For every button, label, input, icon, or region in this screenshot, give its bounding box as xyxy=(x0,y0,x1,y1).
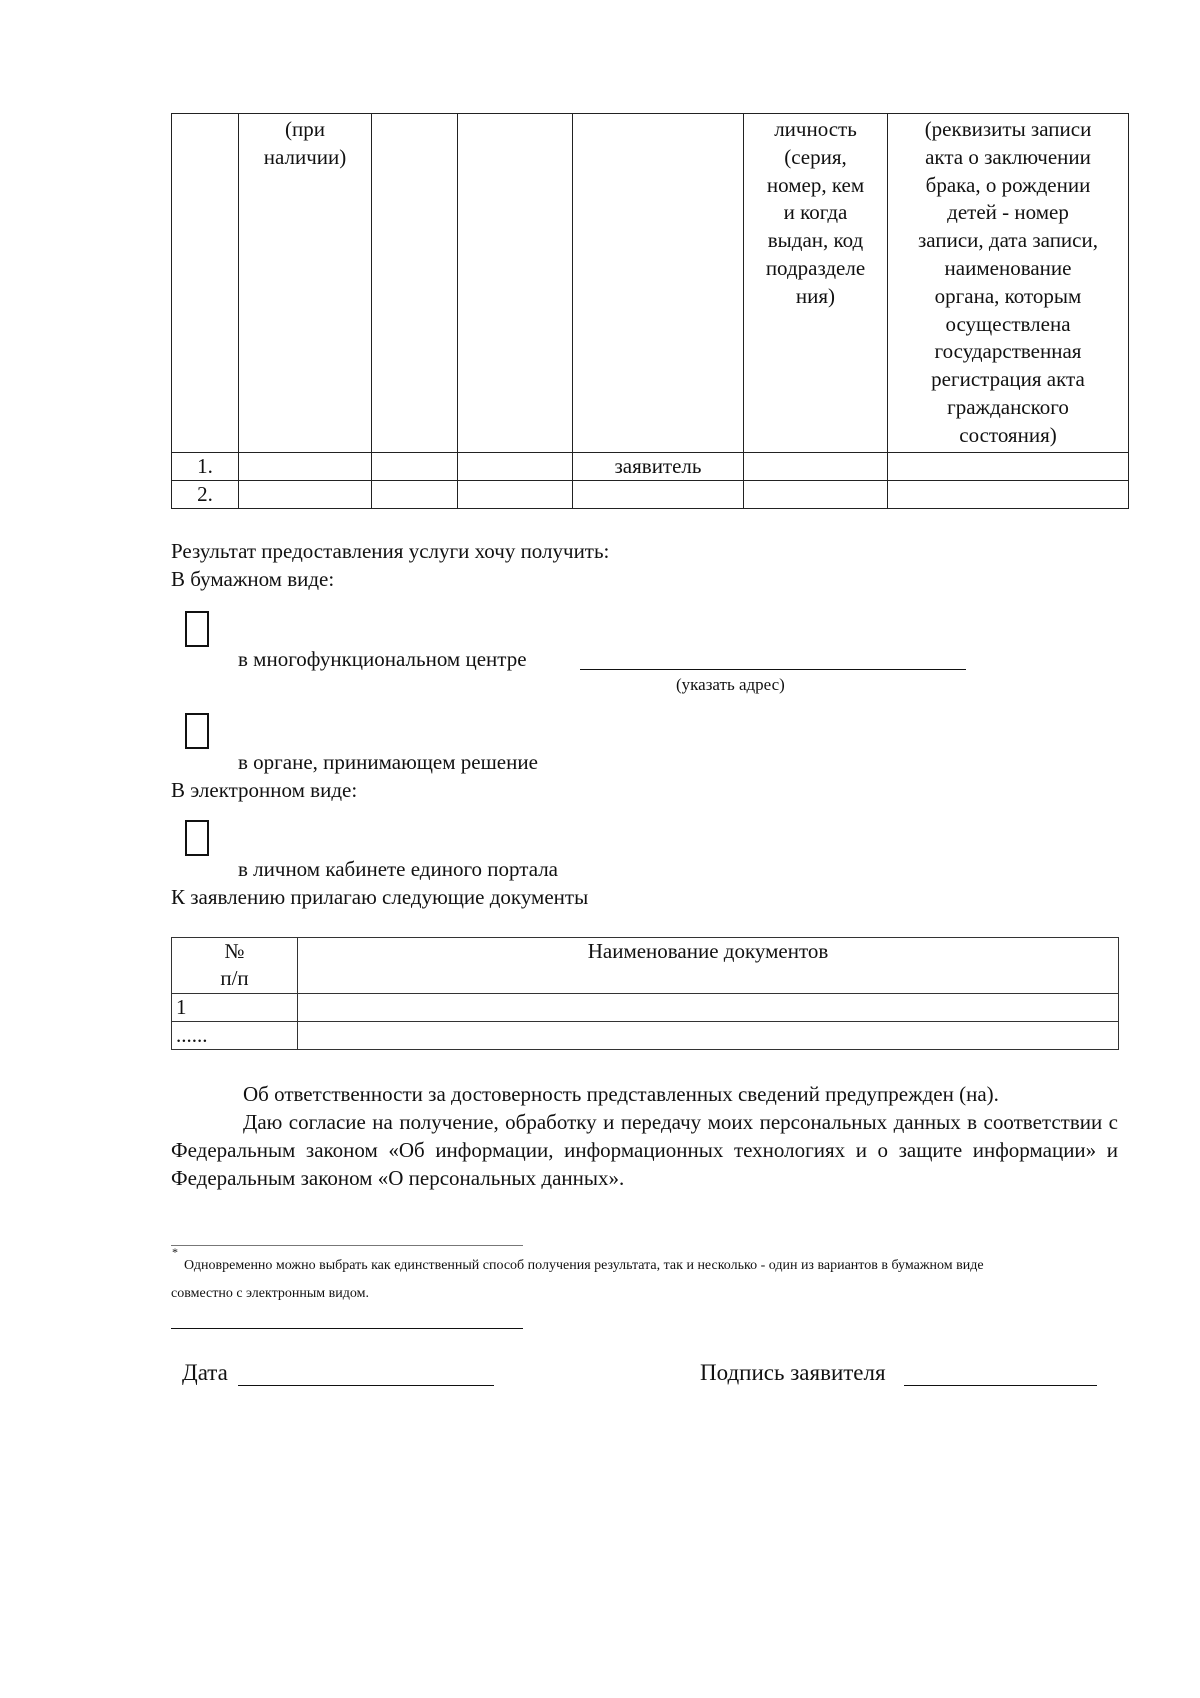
table-cell[interactable] xyxy=(888,481,1129,509)
docs-header-name: Наименование документов xyxy=(298,938,1119,994)
table-row xyxy=(172,994,1119,1022)
option-portal-label: в личном кабинете единого портала xyxy=(238,857,559,881)
row-number: 2. xyxy=(172,481,239,509)
result-heading: Результат предоставления услуги хочу получить: xyxy=(171,539,610,563)
table-header-row xyxy=(172,114,1129,453)
responsibility-statement: Об ответственности за достоверность представленных сведений предупрежден (на). xyxy=(243,1082,999,1106)
header-line: регистрация акта xyxy=(931,367,1085,392)
option-mfc-label: в многофункциональном центре xyxy=(238,647,527,671)
header-line: осуществлена xyxy=(945,311,1071,336)
table-cell[interactable] xyxy=(744,481,888,509)
document-name-cell[interactable] xyxy=(298,1022,1119,1050)
table-cell[interactable] xyxy=(458,453,573,481)
attachments-label: К заявлению прилагаю следующие документы xyxy=(171,885,589,909)
header-line: государственная xyxy=(934,339,1082,364)
checkbox-mfc[interactable] xyxy=(185,611,209,647)
attached-documents-table xyxy=(171,937,1119,1050)
table-row xyxy=(172,453,1129,481)
checkbox-organ[interactable] xyxy=(185,713,209,749)
divider xyxy=(171,1328,523,1329)
signature-field[interactable] xyxy=(904,1385,1097,1386)
document-name-cell[interactable] xyxy=(298,994,1119,1022)
signature-label: Подпись заявителя xyxy=(700,1360,886,1385)
header-line: подразделе xyxy=(765,255,866,280)
header-line: наименование xyxy=(944,255,1072,280)
header-cell-5 xyxy=(573,114,744,453)
docs-header-row xyxy=(172,938,1119,994)
table-cell-relation[interactable] xyxy=(573,481,744,509)
header-cell-civil-record xyxy=(888,114,1129,453)
header-line: ния) xyxy=(795,283,836,308)
mfc-address-hint: (указать адрес) xyxy=(676,675,785,694)
header-line: состояния) xyxy=(959,422,1057,447)
footnote-line-2: совместно с электронным видом. xyxy=(171,1286,369,1301)
header-cell-4 xyxy=(458,114,573,453)
table-cell[interactable] xyxy=(372,481,458,509)
table-cell[interactable] xyxy=(888,453,1129,481)
header-line: (серия, xyxy=(784,144,847,169)
header-line: и когда xyxy=(783,200,848,225)
applicant-family-table xyxy=(171,113,1129,509)
header-line: (реквизиты записи xyxy=(924,117,1092,141)
header-line: личность xyxy=(774,117,857,141)
header-line: наличии) xyxy=(263,144,347,169)
table-cell-relation: заявитель xyxy=(573,453,744,481)
option-organ-label: в органе, принимающем решение xyxy=(238,750,538,774)
consent-statement: Даю согласие на получение, обработку и передачу моих персональных данных в соответствии с Федеральным законом «Об информации, информационных технологиях и о защите информации» и Федеральным законом «О персональных данных». xyxy=(171,1110,1118,1190)
header-cell-3 xyxy=(372,114,458,453)
header-cell-identity-document xyxy=(744,114,888,453)
table-cell[interactable] xyxy=(239,481,372,509)
header-line: выдан, код xyxy=(767,228,864,253)
electronic-form-label: В электронном виде: xyxy=(171,778,358,802)
table-row xyxy=(172,481,1129,509)
table-cell[interactable] xyxy=(372,453,458,481)
header-line: п/п xyxy=(220,966,249,990)
header-line: акта о заключении xyxy=(925,144,1091,169)
header-cell-number xyxy=(172,114,239,453)
mfc-address-field[interactable] xyxy=(580,669,966,670)
date-field[interactable] xyxy=(238,1385,494,1386)
header-line: (при xyxy=(285,117,325,141)
footnote-line-1: Одновременно можно выбрать как единственный способ получения результата, так и несколько - один из вариантов в бумажном виде xyxy=(184,1258,984,1273)
header-line: гражданского xyxy=(947,394,1069,419)
table-cell[interactable] xyxy=(458,481,573,509)
date-label: Дата xyxy=(182,1360,228,1385)
row-number: ...... xyxy=(172,1022,298,1050)
table-row xyxy=(172,1022,1119,1050)
header-line: записи, дата записи, xyxy=(918,228,1098,253)
header-line: брака, о рождении xyxy=(925,172,1091,197)
table-cell[interactable] xyxy=(744,453,888,481)
row-number: 1 xyxy=(172,994,298,1022)
footnote-mark: * xyxy=(172,1245,178,1259)
header-cell-patronymic xyxy=(239,114,372,453)
checkbox-portal[interactable] xyxy=(185,820,209,856)
header-line: органа, которым xyxy=(934,283,1082,308)
header-line: номер, кем xyxy=(766,172,865,197)
row-number: 1. xyxy=(172,453,239,481)
header-line: № xyxy=(224,939,245,963)
footnote-separator xyxy=(171,1245,523,1246)
paper-form-label: В бумажном виде: xyxy=(171,567,335,591)
docs-header-number xyxy=(172,938,298,994)
table-cell[interactable] xyxy=(239,453,372,481)
header-line: детей - номер xyxy=(947,200,1069,225)
